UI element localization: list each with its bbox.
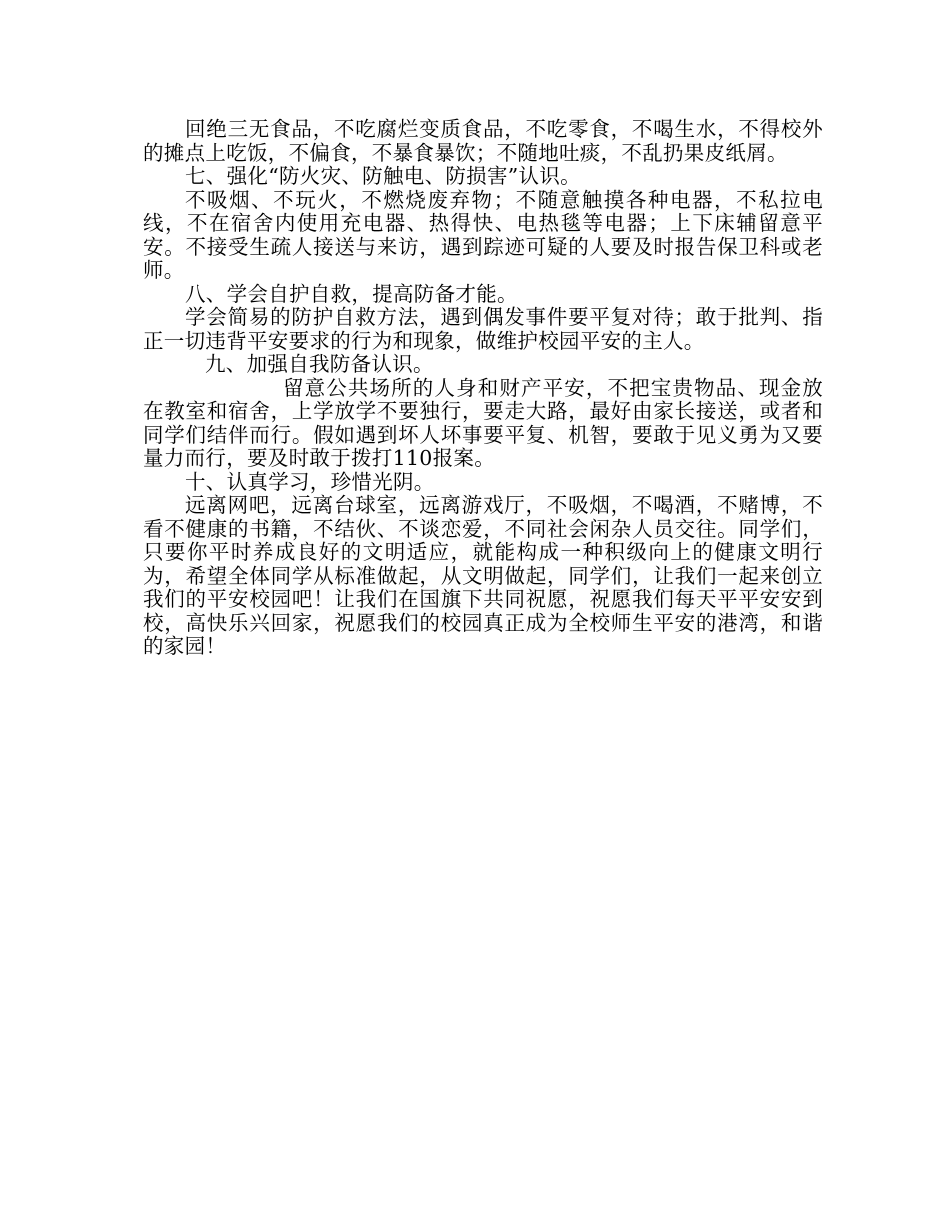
heading-section-8: 八、学会自护自救，提高防备才能。 xyxy=(185,281,518,306)
paragraph-self-rescue: 学会简易的防护自救方法，遇到偶发事件要平复对待；敢于批判、指正一切违背平安要求的行为和现象，做维护校园平安的主人。 xyxy=(143,305,823,353)
paragraph-food-safety: 回绝三无食品，不吃腐烂变质食品，不吃零食，不喝生水，不得校外的摊点上吃饭，不偏食，不暴食暴饮；不随地吐痰，不乱扔果皮纸屑。 xyxy=(143,117,823,165)
heading-section-9: 九、加强自我防备认识。 xyxy=(205,352,434,376)
document-body xyxy=(143,118,823,659)
heading-section-10: 十、认真学习，珍惜光阴。 xyxy=(185,469,435,494)
heading-section-7: 七、强化“防火灾、防触电、防损害”认识。 xyxy=(185,164,581,188)
paragraph-study-conclusion: 远离网吧，远离台球室，远离游戏厅，不吸烟，不喝酒，不赌博，不看不健康的书籍，不结伙、不谈恋爱，不同社会闲杂人员交往。同学们，只要你平时养成良好的文明适应，就能构成一种积级向上的健康文明行为，希望全体同学从标准做起，从文明做起，同学们，让我们一起来创立我们的平安校园吧！让我们在国旗下共同祝愿，祝愿我们每天平平安安到校，高快乐兴回家，祝愿我们的校园真正成为全校师生平安的港湾，和谐的家园！ xyxy=(143,493,823,658)
paragraph-fire-electric-safety: 不吸烟、不玩火，不燃烧废弃物；不随意触摸各种电器，不私拉电线，不在宿舍内使用充电器、热得快、电热毯等电器；上下床辅留意平安。不接受生疏人接送与来访，遇到踪迹可疑的人要及时报告保卫科或老师。 xyxy=(143,187,823,282)
paragraph-self-protection: 留意公共场所的人身和财产平安，不把宝贵物品、现金放在教室和宿舍，上学放学不要独行，要走大路，最好由家长接送，或者和同学们结伴而行。假如遇到坏人坏事要平复、机智，要敢于见义勇为又要量力而行，要及时敢于拨打110报案。 xyxy=(143,375,823,470)
